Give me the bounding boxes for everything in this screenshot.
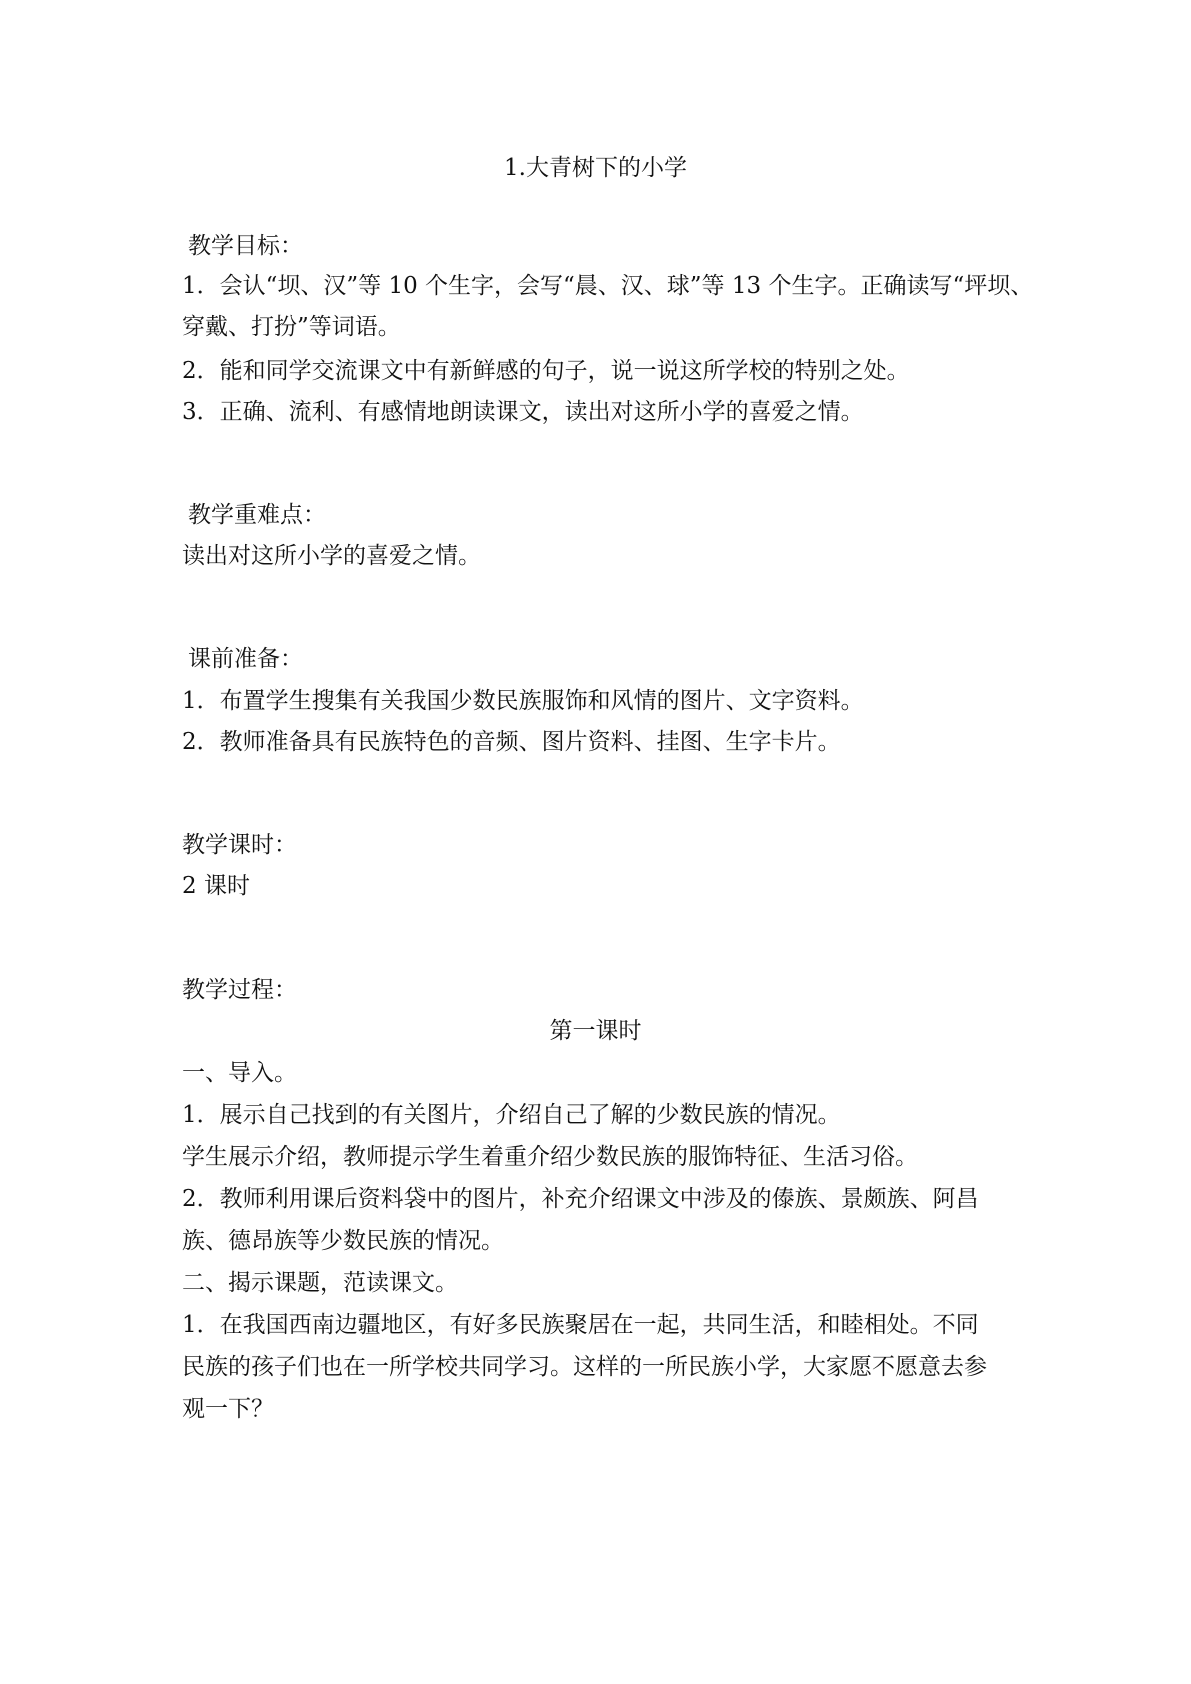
goals-item-3: 3．正确、流利、有感情地朗读课文，读出对这所小学的喜爱之情。 (182, 399, 864, 425)
section-1-heading: 一、导入。 (182, 1060, 297, 1086)
section-1-item-1: 1．展示自己找到的有关图片，介绍自己了解的少数民族的情况。 (182, 1102, 841, 1128)
key-points-text: 读出对这所小学的喜爱之情。 (182, 543, 481, 569)
section-2-item-1-line-2: 民族的孩子们也在一所学校共同学习。这样的一所民族小学，大家愿不愿意去参 (182, 1354, 987, 1380)
session-heading: 第一课时 (549, 1018, 642, 1044)
preparation-item-2: 2．教师准备具有民族特色的音频、图片资料、挂图、生字卡片。 (182, 729, 841, 755)
section-2-item-1-line-3: 观一下？ (182, 1396, 274, 1422)
section-1-note: 学生展示介绍，教师提示学生着重介绍少数民族的服饰特征、生活习俗。 (182, 1144, 918, 1170)
goals-item-1-line-2: 穿戴、打扮”等词语。 (182, 314, 401, 340)
document-title: 1.大青树下的小学 (504, 155, 687, 181)
preparation-item-1: 1．布置学生搜集有关我国少数民族服饰和风情的图片、文字资料。 (182, 688, 864, 714)
preparation-heading: 课前准备： (188, 646, 303, 672)
section-2-heading: 二、揭示课题，范读课文。 (182, 1270, 458, 1296)
section-2-item-1-line-1: 1．在我国西南边疆地区，有好多民族聚居在一起，共同生活，和睦相处。不同 (182, 1312, 979, 1338)
goals-item-2: 2．能和同学交流课文中有新鲜感的句子，说一说这所学校的特别之处。 (182, 358, 910, 384)
key-points-heading: 教学重难点： (188, 502, 326, 528)
goals-item-1-line-1: 1．会认“坝、汉”等 10 个生字，会写“晨、汉、球”等 13 个生字。正确读写“坪坝、 (182, 273, 1034, 299)
section-1-item-2-line-1: 2．教师利用课后资料袋中的图片，补充介绍课文中涉及的傣族、景颇族、阿昌 (182, 1186, 979, 1212)
process-heading: 教学过程： (182, 977, 297, 1003)
hours-heading: 教学课时： (182, 832, 297, 858)
section-1-item-2-line-2: 族、德昂族等少数民族的情况。 (182, 1228, 504, 1254)
goals-heading: 教学目标： (188, 233, 303, 259)
hours-text: 2 课时 (182, 873, 250, 899)
